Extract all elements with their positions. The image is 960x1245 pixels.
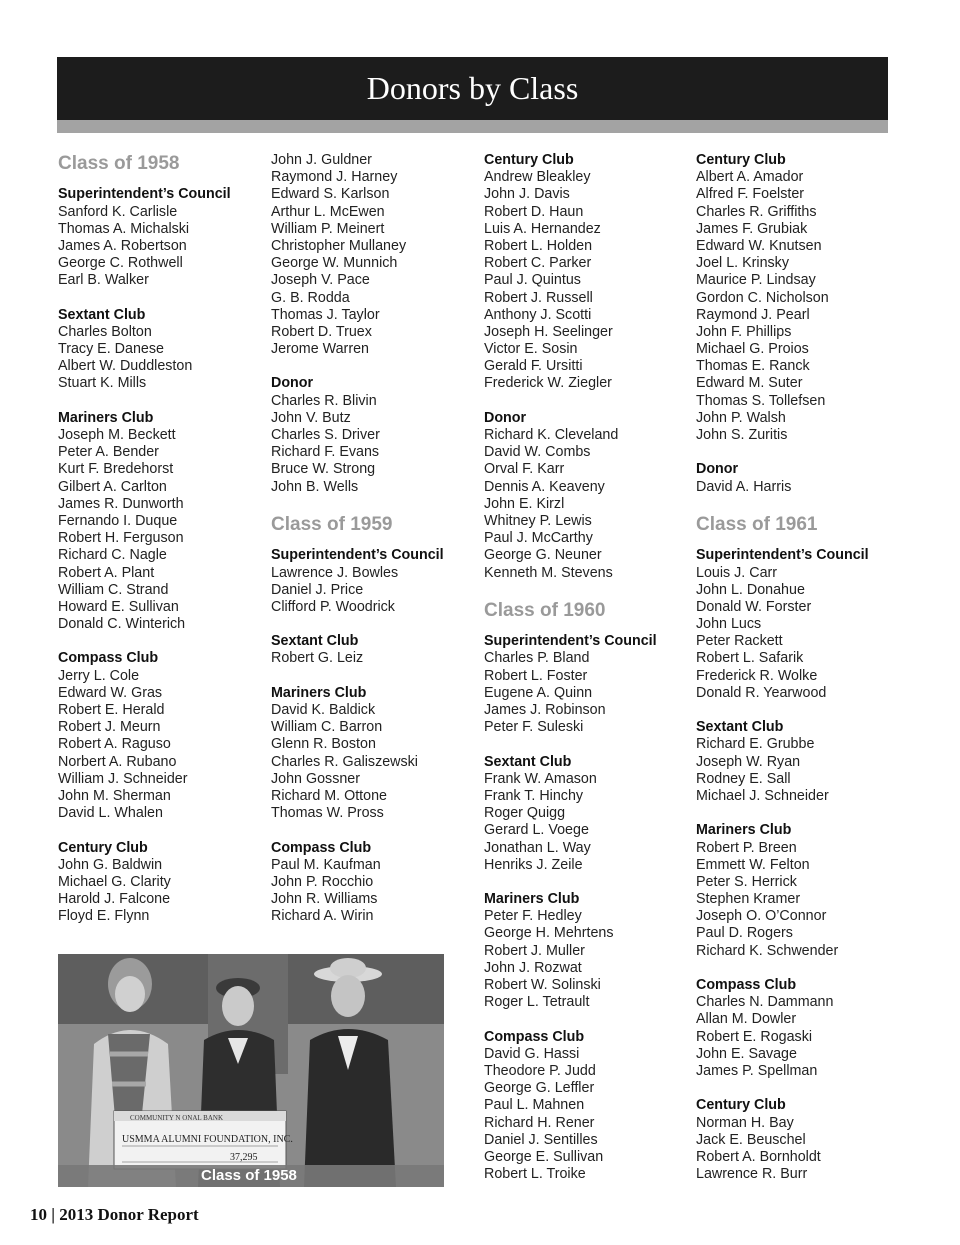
section-spacer bbox=[484, 736, 689, 753]
donor-name: Charles R. Griffiths bbox=[696, 203, 817, 220]
donor-name: John J. Davis bbox=[484, 186, 570, 203]
donor-name: Howard E. Sullivan bbox=[58, 598, 179, 615]
donor-name: William P. Meinert bbox=[271, 220, 385, 237]
donor-name: Lawrence J. Bowles bbox=[271, 564, 399, 581]
donor-name: Arthur L. McEwen bbox=[271, 203, 385, 220]
check-amount: 37,295 bbox=[230, 1152, 258, 1163]
donor-name: Eugene A. Quinn bbox=[484, 684, 593, 701]
donor-name: Paul M. Kaufman bbox=[271, 856, 381, 873]
donor-name: Robert L. Safarik bbox=[696, 650, 804, 667]
donor-name: Kenneth M. Stevens bbox=[484, 564, 613, 581]
donor-name: Paul J. Quintus bbox=[484, 272, 581, 289]
donor-name: Gilbert A. Carlton bbox=[58, 478, 167, 495]
section-spacer bbox=[696, 960, 901, 977]
donor-name: Joseph H. Seelinger bbox=[484, 323, 613, 340]
giving-level-heading: Superintendent’s Council bbox=[271, 547, 444, 564]
giving-level-heading: Mariners Club bbox=[58, 409, 154, 426]
donor-name: Dennis A. Keaveny bbox=[484, 478, 605, 495]
section-spacer bbox=[696, 805, 901, 822]
page-title: Donors by Class bbox=[366, 70, 579, 106]
section-spacer bbox=[696, 1080, 901, 1097]
donor-name: John V. Butz bbox=[271, 409, 351, 426]
giving-level-heading: Sextant Club bbox=[58, 306, 146, 323]
donor-column-1 bbox=[58, 152, 263, 925]
giving-level-heading: Compass Club bbox=[696, 977, 797, 994]
giving-level-heading: Compass Club bbox=[58, 650, 159, 667]
donor-name: Charles R. Blivin bbox=[271, 392, 377, 409]
donor-name: Edward M. Suter bbox=[696, 375, 803, 392]
donor-name: Glenn R. Boston bbox=[271, 736, 376, 753]
donor-name: Michael G. Clarity bbox=[58, 873, 171, 890]
donor-name: David L. Whalen bbox=[58, 805, 163, 822]
donor-name: Charles N. Dammann bbox=[696, 994, 834, 1011]
title-underline bbox=[57, 120, 888, 133]
section-spacer bbox=[696, 444, 901, 461]
giving-level-heading: Compass Club bbox=[484, 1028, 585, 1045]
donor-name: William C. Barron bbox=[271, 719, 383, 736]
donor-name: David W. Combs bbox=[484, 444, 591, 461]
section-spacer bbox=[696, 496, 901, 513]
section-spacer bbox=[484, 1011, 689, 1028]
donor-name: Allan M. Dowler bbox=[696, 1011, 797, 1028]
donor-name: George C. Rothwell bbox=[58, 255, 183, 272]
donor-name: John S. Zuritis bbox=[696, 427, 788, 443]
donor-name: Thomas E. Ranck bbox=[696, 358, 810, 375]
giving-level-heading: Century Club bbox=[696, 1097, 786, 1114]
section-spacer bbox=[484, 582, 689, 599]
donor-name: Raymond J. Pearl bbox=[696, 306, 810, 323]
giving-level-heading: Donor bbox=[484, 409, 527, 426]
donor-name: Frank W. Amason bbox=[484, 770, 597, 787]
donor-name: Robert E. Rogaski bbox=[696, 1028, 813, 1045]
donor-name: Christopher Mullaney bbox=[271, 237, 407, 254]
donor-name: John J. Rozwat bbox=[484, 959, 582, 976]
donor-name: John M. Sherman bbox=[58, 787, 171, 804]
class-photo bbox=[58, 954, 444, 1187]
class-year-heading: Class of 1961 bbox=[696, 513, 818, 535]
donor-name: Charles P. Bland bbox=[484, 650, 590, 667]
donor-name: George H. Mehrtens bbox=[484, 925, 614, 942]
donor-name: Robert D. Haun bbox=[484, 203, 584, 220]
donor-name: James J. Robinson bbox=[484, 702, 606, 719]
section-spacer bbox=[271, 616, 476, 633]
donor-name: James F. Grubiak bbox=[696, 220, 808, 237]
page-footer: 10 | 2013 Donor Report bbox=[30, 1205, 199, 1224]
donor-name: Robert J. Meurn bbox=[58, 719, 161, 736]
donor-name: Richard C. Nagle bbox=[58, 547, 167, 564]
donor-column-4 bbox=[696, 152, 901, 1183]
donor-name: Floyd E. Flynn bbox=[58, 908, 150, 925]
donor-name: Robert P. Breen bbox=[696, 839, 797, 856]
donor-name: Joseph V. Pace bbox=[271, 272, 370, 289]
donor-name: Jerome Warren bbox=[271, 341, 369, 358]
donor-name: Robert W. Solinski bbox=[484, 977, 601, 994]
donor-name: G. B. Rodda bbox=[271, 289, 350, 306]
donor-name: Robert L. Troike bbox=[484, 1166, 586, 1183]
donor-name: Joseph O. O’Connor bbox=[696, 908, 827, 925]
donor-name: Robert D. Truex bbox=[271, 323, 372, 340]
giving-level-heading: Superintendent’s Council bbox=[484, 633, 657, 650]
donor-name: Robert C. Parker bbox=[484, 255, 592, 272]
donor-name: David G. Hassi bbox=[484, 1045, 580, 1062]
donor-name: Edward W. Gras bbox=[58, 684, 163, 701]
donor-name: George G. Neuner bbox=[484, 547, 602, 564]
giving-level-heading: Compass Club bbox=[271, 839, 372, 856]
donor-name: James R. Dunworth bbox=[58, 495, 184, 512]
donor-name: John P. Walsh bbox=[696, 409, 786, 426]
check-payee: USMMA ALUMNI FOUNDATION, INC. bbox=[122, 1134, 293, 1145]
donor-name: Louis J. Carr bbox=[696, 564, 778, 581]
donor-name: Peter F. Suleski bbox=[484, 719, 584, 736]
donor-name: Peter A. Bender bbox=[58, 444, 159, 461]
donor-name: Thomas A. Michalski bbox=[58, 220, 190, 237]
photo-illustration bbox=[58, 954, 444, 1187]
donor-name: Peter S. Herrick bbox=[696, 873, 797, 890]
donor-name: Robert E. Herald bbox=[58, 702, 165, 719]
donor-name: John E. Kirzl bbox=[484, 495, 565, 512]
donor-name: Edward S. Karlson bbox=[271, 186, 390, 203]
section-spacer bbox=[271, 496, 476, 513]
donor-name: Harold J. Falcone bbox=[58, 891, 171, 908]
giving-level-heading: Mariners Club bbox=[271, 684, 367, 701]
donor-name: Joel L. Krinsky bbox=[696, 255, 789, 272]
photo-caption: Class of 1958 bbox=[58, 1165, 444, 1187]
section-spacer bbox=[58, 393, 263, 410]
donor-name: Thomas J. Taylor bbox=[271, 306, 380, 323]
donor-name: Charles R. Galiszewski bbox=[271, 753, 418, 770]
donor-name: Richard A. Wirin bbox=[271, 908, 374, 925]
giving-level-heading: Sextant Club bbox=[484, 753, 572, 770]
donor-name: John L. Donahue bbox=[696, 581, 805, 598]
donor-name: Richard E. Grubbe bbox=[696, 736, 815, 753]
section-spacer bbox=[58, 290, 263, 307]
donor-name: Joseph M. Beckett bbox=[58, 427, 176, 444]
donor-name: Richard M. Ottone bbox=[271, 787, 388, 804]
donor-name: John Gossner bbox=[271, 770, 361, 787]
donor-name: George G. Leffler bbox=[484, 1080, 595, 1097]
donor-name: George E. Sullivan bbox=[484, 1148, 604, 1165]
donor-name: John G. Baldwin bbox=[58, 856, 163, 873]
donor-name: Robert A. Plant bbox=[58, 564, 155, 581]
donor-name: Richard K. Cleveland bbox=[484, 427, 619, 443]
giving-level-heading: Mariners Club bbox=[696, 822, 792, 839]
class-year-heading: Class of 1960 bbox=[484, 599, 606, 621]
giving-level-heading: Century Club bbox=[484, 152, 574, 168]
donor-name: Robert A. Bornholdt bbox=[696, 1148, 821, 1165]
donor-name: Peter Rackett bbox=[696, 633, 783, 650]
donor-name: William C. Strand bbox=[58, 581, 169, 598]
donor-name: Robert H. Ferguson bbox=[58, 530, 184, 547]
donor-name: Frederick R. Wolke bbox=[696, 667, 818, 684]
donor-name: Henriks J. Zeile bbox=[484, 856, 583, 873]
donor-name: John Lucs bbox=[696, 616, 762, 633]
donor-name: Paul J. McCarthy bbox=[484, 530, 593, 547]
donor-name: Paul D. Rogers bbox=[696, 925, 793, 942]
donor-name: Whitney P. Lewis bbox=[484, 512, 592, 529]
donor-name: John J. Guldner bbox=[271, 152, 372, 168]
donor-name: Jonathan L. Way bbox=[484, 839, 591, 856]
donor-name: Clifford P. Woodrick bbox=[271, 598, 395, 615]
donor-name: John B. Wells bbox=[271, 478, 359, 495]
donor-name: Theodore P. Judd bbox=[484, 1062, 596, 1079]
donor-name: Luis A. Hernandez bbox=[484, 220, 601, 237]
donor-name: Robert J. Russell bbox=[484, 289, 593, 306]
section-spacer bbox=[271, 822, 476, 839]
donor-name: Daniel J. Sentilles bbox=[484, 1131, 598, 1148]
donor-name: Richard K. Schwender bbox=[696, 942, 839, 959]
donor-name: Robert J. Muller bbox=[484, 942, 585, 959]
donor-name: Gerald F. Ursitti bbox=[484, 358, 583, 375]
giving-level-heading: Sextant Club bbox=[696, 719, 784, 736]
donor-name: Anthony J. Scotti bbox=[484, 306, 592, 323]
section-spacer bbox=[484, 393, 689, 410]
donor-name: Jack E. Beuschel bbox=[696, 1131, 806, 1148]
giving-level-heading: Donor bbox=[271, 375, 314, 392]
donor-name: Albert A. Amador bbox=[696, 169, 804, 186]
donor-name: Joseph W. Ryan bbox=[696, 753, 801, 770]
donor-name: Frank T. Hinchy bbox=[484, 787, 584, 804]
donor-name: Emmett W. Felton bbox=[696, 856, 810, 873]
donor-name: Kurt F. Bredehorst bbox=[58, 461, 174, 478]
donor-name: Peter F. Hedley bbox=[484, 908, 582, 925]
section-spacer bbox=[58, 822, 263, 839]
donor-name: Stephen Kramer bbox=[696, 891, 801, 908]
donor-name: Norman H. Bay bbox=[696, 1114, 794, 1131]
donor-name: Charles S. Driver bbox=[271, 427, 380, 443]
giving-level-heading: Donor bbox=[696, 461, 739, 478]
section-spacer bbox=[271, 358, 476, 375]
donor-name: Robert L. Holden bbox=[484, 237, 593, 254]
donor-name: Michael J. Schneider bbox=[696, 787, 829, 804]
donor-name: William J. Schneider bbox=[58, 770, 188, 787]
page-title-banner bbox=[57, 57, 888, 120]
donor-name: Richard F. Evans bbox=[271, 444, 380, 461]
donor-name: Gordon C. Nicholson bbox=[696, 289, 829, 306]
donor-name: James P. Spellman bbox=[696, 1062, 818, 1079]
donor-name: Tracy E. Danese bbox=[58, 341, 164, 358]
donor-name: Roger Quigg bbox=[484, 805, 566, 822]
section-spacer bbox=[271, 668, 476, 685]
section-spacer bbox=[484, 874, 689, 891]
donor-name: Raymond J. Harney bbox=[271, 169, 398, 186]
donor-name: Charles Bolton bbox=[58, 323, 152, 340]
check-bank-name: COMMUNITY N ONAL BANK bbox=[130, 1114, 224, 1122]
donor-name: John P. Rocchio bbox=[271, 873, 374, 890]
donor-name: John F. Phillips bbox=[696, 323, 792, 340]
donor-name: Thomas W. Pross bbox=[271, 805, 384, 822]
donor-name: Robert A. Raguso bbox=[58, 736, 171, 753]
donor-name: Albert W. Duddleston bbox=[58, 358, 193, 375]
donor-name: Rodney E. Sall bbox=[696, 770, 791, 787]
donor-name: Jerry L. Cole bbox=[58, 667, 140, 684]
donor-name: Donald R. Yearwood bbox=[696, 684, 827, 701]
donor-name: Frederick W. Ziegler bbox=[484, 375, 612, 392]
class-year-heading: Class of 1958 bbox=[58, 153, 180, 174]
donor-name: Robert L. Foster bbox=[484, 667, 588, 684]
section-spacer bbox=[696, 702, 901, 719]
section-spacer bbox=[58, 633, 263, 650]
giving-level-heading: Century Club bbox=[58, 839, 148, 856]
donor-name: Edward W. Knutsen bbox=[696, 237, 822, 254]
donor-name: Victor E. Sosin bbox=[484, 341, 578, 358]
donor-name: James A. Robertson bbox=[58, 237, 187, 254]
donor-name: Earl B. Walker bbox=[58, 272, 149, 289]
donor-name: Donald C. Winterich bbox=[58, 616, 186, 633]
donor-name: Lawrence R. Burr bbox=[696, 1166, 808, 1183]
donor-name: Donald W. Forster bbox=[696, 598, 812, 615]
donor-name: David A. Harris bbox=[696, 478, 792, 495]
giving-level-heading: Superintendent’s Council bbox=[696, 547, 869, 564]
donor-name: Gerard L. Voege bbox=[484, 822, 589, 839]
giving-level-heading: Mariners Club bbox=[484, 891, 580, 908]
donor-name: Roger L. Tetrault bbox=[484, 994, 590, 1011]
donor-column-3 bbox=[484, 152, 689, 1183]
donor-name: Paul L. Mahnen bbox=[484, 1097, 585, 1114]
donor-name: Thomas S. Tollefsen bbox=[696, 392, 826, 409]
donor-name: John E. Savage bbox=[696, 1045, 797, 1062]
donor-name: John R. Williams bbox=[271, 891, 378, 908]
donor-name: Orval F. Karr bbox=[484, 461, 565, 478]
donor-name: Sanford K. Carlisle bbox=[58, 203, 178, 220]
donor-name: Robert G. Leiz bbox=[271, 650, 364, 667]
donor-column-2 bbox=[271, 152, 476, 925]
giving-level-heading: Century Club bbox=[696, 152, 786, 168]
donor-name: David K. Baldick bbox=[271, 702, 376, 719]
donor-name: Michael G. Proios bbox=[696, 341, 809, 358]
donor-name: Stuart K. Mills bbox=[58, 375, 147, 392]
donor-name: Daniel J. Price bbox=[271, 581, 364, 598]
donor-name: Andrew Bleakley bbox=[484, 169, 591, 186]
class-year-heading: Class of 1959 bbox=[271, 513, 393, 535]
donor-name: Richard H. Rener bbox=[484, 1114, 595, 1131]
giving-level-heading: Superintendent’s Council bbox=[58, 186, 231, 203]
donor-name: Fernando I. Duque bbox=[58, 512, 178, 529]
donor-name: George W. Munnich bbox=[271, 255, 398, 272]
donor-name: Bruce W. Strong bbox=[271, 461, 376, 478]
donor-name: Alfred F. Foelster bbox=[696, 186, 805, 203]
giving-level-heading: Sextant Club bbox=[271, 633, 359, 650]
donor-name: Norbert A. Rubano bbox=[58, 753, 177, 770]
donor-name: Maurice P. Lindsay bbox=[696, 272, 816, 289]
